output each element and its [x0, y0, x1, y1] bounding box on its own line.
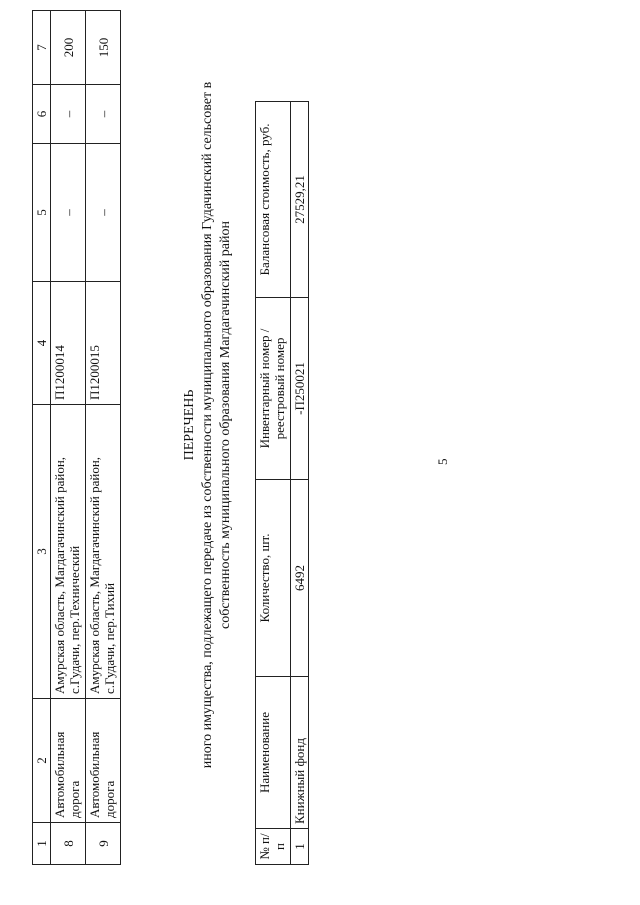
- column-5-value: –: [51, 144, 86, 282]
- column-6-value: –: [86, 85, 121, 144]
- row-number: 8: [51, 823, 86, 865]
- column-7-value: 200: [51, 11, 86, 85]
- object-name: Автомобильная дорога: [51, 699, 86, 823]
- header-inventory-number: Инвентарный номер / реестровый номер: [256, 298, 291, 480]
- object-address: Амурская область, Магдагачинский район, с.Гудачи, пер.Тихий: [86, 405, 121, 699]
- page-number: 5: [435, 458, 450, 465]
- header-cell: 5: [33, 144, 51, 282]
- object-code: П1200015: [86, 282, 121, 405]
- row-number: 1: [291, 829, 309, 865]
- object-code: П1200014: [51, 282, 86, 405]
- header-number: № п/п: [256, 829, 291, 865]
- header-cell: 4: [33, 282, 51, 405]
- list-subtitle-line-1: иного имущества, подлежащего передаче из собственности муниципального образования Гудачинский сельсовет в: [200, 81, 215, 769]
- header-cell: 7: [33, 11, 51, 85]
- item-inventory-number: -П250021: [291, 298, 309, 480]
- table-row: [51, 11, 86, 865]
- header-quantity: Количество, шт.: [256, 480, 291, 677]
- item-balance-cost: 27529,21: [291, 102, 309, 298]
- other-property-table: [255, 101, 309, 865]
- table-row: [291, 102, 309, 865]
- property-table-continuation: [32, 10, 121, 865]
- table-header-row: [256, 102, 291, 865]
- item-quantity: 6492: [291, 480, 309, 677]
- item-name: Книжный фонд: [291, 677, 309, 829]
- header-cell: 2: [33, 699, 51, 823]
- header-cell: 3: [33, 405, 51, 699]
- header-balance-cost: Балансовая стоимость, руб.: [256, 102, 291, 298]
- column-7-value: 150: [86, 11, 121, 85]
- column-6-value: –: [51, 85, 86, 144]
- table-row: [86, 11, 121, 865]
- header-name: Наименование: [256, 677, 291, 829]
- header-cell: 6: [33, 85, 51, 144]
- list-title: ПЕРЕЧЕНЬ: [182, 389, 197, 461]
- header-cell: 1: [33, 823, 51, 865]
- object-name: Автомобильная дорога: [86, 699, 121, 823]
- list-subtitle-line-2: собственность муниципального образования Магдагачинский район: [218, 221, 233, 629]
- table-header-row: [33, 11, 51, 865]
- column-5-value: –: [86, 144, 121, 282]
- object-address: Амурская область, Магдагачинский район, с.Гудачи, пер.Технический: [51, 405, 86, 699]
- row-number: 9: [86, 823, 121, 865]
